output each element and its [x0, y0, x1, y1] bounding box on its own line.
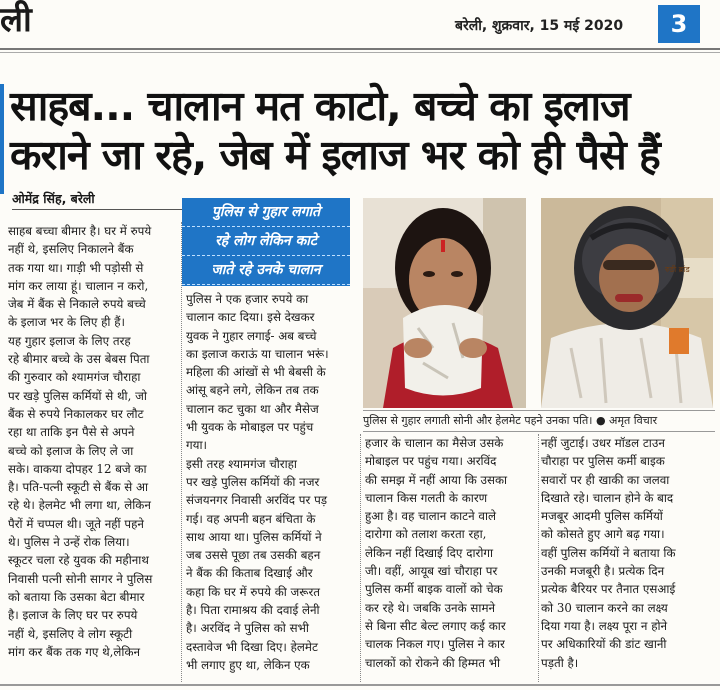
pull-quote-box — [182, 198, 350, 286]
article-line: दिया गया है। लक्ष्य पूरा न होने — [541, 618, 668, 633]
article-line: रहे थे। हेलमेट भी लगा था, लेकिन — [8, 498, 151, 513]
header-rule-thin — [0, 52, 720, 53]
helmet-sticker-text: रुडी ब्रांड — [665, 265, 690, 274]
article-line: चालान काट दिया। इसे देखकर — [186, 310, 315, 325]
article-line: ने बैंक की किताब दिखाई और — [186, 566, 313, 581]
article-line: युवक ने गुहार लगाई- अब बच्चे — [186, 328, 317, 343]
article-line: है। पति-पत्नी स्कूटी से बैंक से आ — [8, 480, 149, 495]
article-line: मांग कर बैंक तक गए थे,लेकिन — [8, 644, 141, 659]
article-line: कर रहे थे। जबकि उनके सामने — [365, 600, 496, 615]
photo-woman — [363, 198, 526, 408]
article-line: पर अधिकारियों की डांट खानी — [541, 637, 667, 652]
dateline: बरेली, शुक्रवार, 15 मई 2020 — [455, 18, 624, 34]
article-line: कहा कि घर में रुपये की जरूरत — [186, 584, 321, 599]
article-line: पर खड़े पुलिस कर्मियों की नजर — [186, 474, 320, 489]
pull-quote-line: रहे लोग लेकिन काटे — [182, 227, 350, 256]
article-line: पुलिस ने एक हजार रुपये का — [186, 292, 309, 306]
article-line: नहीं जुटाई। उधर मॉडल टाउन — [541, 436, 665, 450]
article-line: वहीं पुलिस कर्मियों ने बताया कि — [541, 545, 676, 560]
article-line: चौराहा पर पुलिस कर्मी बाइक — [541, 454, 665, 469]
article-line: मोबाइल पर पहुंच गया। अरविंद — [365, 454, 497, 469]
article-line: गया। — [186, 438, 208, 453]
photo-woman-image — [363, 198, 526, 408]
article-line: नहीं थे, इसलिए वे लोग स्कूटी — [8, 626, 133, 641]
article-line: पड़ती है। — [541, 655, 579, 670]
article-line: जेब में बैंक से निकाले रुपये बच्चे — [8, 297, 146, 312]
bottom-rule — [0, 684, 720, 686]
article-line: निवासी पत्नी सोनी सागर ने पुलिस — [8, 571, 153, 586]
photo-man-helmet — [541, 198, 713, 408]
article-line: आंसू बहने लगे, लेकिन तब तक — [186, 383, 319, 398]
column-divider — [538, 434, 539, 682]
article-line: जी। वहीं, आयूब खां चौराहा पर — [365, 564, 498, 579]
article-line: बच्चे को इलाज के लिए ले जा — [8, 443, 134, 458]
byline-rule — [12, 209, 192, 210]
article-line: पुलिस कर्मी बाइक वालों को चेक — [365, 582, 503, 597]
article-line: चालकों को रोकने की हिम्मत भी — [365, 655, 501, 670]
column-divider — [360, 434, 361, 682]
article-line: है। इलाज के लिए घर पर रुपये — [8, 608, 138, 623]
article-line: रहा था ताकि इन पैसे से अपने — [8, 425, 135, 440]
pull-quote-line: पुलिस से गुहार लगाते — [182, 198, 350, 227]
article-line: साहब बच्चा बीमार है। घर में रुपये — [8, 224, 152, 238]
article-line: भी युवक के मोबाइल पर पहुंच — [186, 420, 314, 435]
article-line: मांग कर लाया हूं। चालान न करो, — [8, 278, 149, 293]
headline-line-1: साहब... चालान मत काटो, बच्चे का इलाज — [10, 82, 630, 130]
article-line: साथ आया था। पुलिस कर्मियों ने — [186, 529, 322, 544]
article-line: सवारों पर ही खाकी का जलवा — [541, 472, 670, 487]
headline — [10, 82, 715, 180]
article-line: पर खड़े पुलिस कर्मियों से थी, जो — [8, 388, 147, 403]
column-divider — [181, 222, 182, 682]
article-line: उनकी मजबूरी है। प्रत्येक दिन — [541, 564, 665, 579]
photo-man-helmet-image — [541, 198, 713, 408]
article-line: गई। वह अपनी बहन बंचिता के — [186, 511, 316, 526]
article-line: रहे बीमार बच्चे के उस बेबस पिता — [8, 352, 150, 367]
article-line: इसी तरह श्यामगंज चौराहा — [186, 456, 297, 471]
article-line: की समझ में नहीं आया कि उसका — [365, 472, 508, 487]
page-number-badge: 3 — [658, 5, 700, 43]
article-line: बैंक से रुपये निकालकर घर लौट — [8, 406, 144, 421]
article-line: संजयनगर निवासी अरविंद पर पड़ — [186, 493, 328, 508]
article-line: मजबूर आदमी पुलिस कर्मियों — [541, 509, 663, 524]
article-line: चालक निकल गए। पुलिस ने कार — [365, 637, 505, 652]
article-line: हुआ है। वह चालान काटने वाले — [365, 509, 496, 524]
article-line: जब उससे पूछा तब उसकी बहन — [186, 548, 321, 563]
article-line: चालान किस गलती के कारण — [365, 490, 488, 505]
pull-quote-line: जाते रहे उनके चालान — [182, 256, 350, 285]
article-line: थे। पुलिस ने उन्हें रोक लिया। — [8, 535, 130, 550]
article-line: का इलाज कराऊं या चालान भरूं। — [186, 346, 329, 361]
header-rule — [0, 48, 720, 50]
article-line: को 30 चालान करने का लक्ष्य — [541, 600, 668, 615]
photo-caption: पुलिस से गुहार लगाती सोनी और हेलमेट पहने उनका पति। ● अमृत विचार — [363, 410, 715, 432]
article-line: हजार के चालान का मैसेज उसके — [365, 436, 504, 450]
article-line: है। अरविंद ने पुलिस को सभी — [186, 621, 309, 636]
article-line: को कोसते हुए आगे बढ़ गया। — [541, 527, 665, 542]
article-line: के इलाज भर के लिए ही हैं। — [8, 315, 125, 330]
byline: ओमेंद्र सिंह, बरेली — [12, 191, 95, 206]
article-column-4 — [541, 434, 713, 672]
article-line: चालान कट चुका था और मैसेज — [186, 401, 319, 416]
article-line: भी लगाए हुए था, लेकिन एक — [186, 657, 310, 672]
masthead: ली — [0, 0, 31, 40]
article-line: से बिना सीट बेल्ट लगाए कई कार — [365, 618, 506, 633]
article-column-1 — [8, 222, 178, 661]
article-column-2 — [186, 290, 358, 674]
article-line: नहीं थे, इसलिए निकालने बैंक — [8, 242, 134, 257]
headline-line-2: कराने जा रहे, जेब में इलाज भर को ही पैसे हैं — [10, 131, 660, 179]
article-line: स्कूटर चला रहे युवक की महीनाथ — [8, 553, 149, 568]
article-line: पैरों में चप्पल थी। जूते नहीं पहने — [8, 516, 144, 531]
article-line: सके। वाकया दोपहर 12 बजे का — [8, 461, 147, 476]
article-line: की गुरुवार को श्यामगंज चौराहा — [8, 370, 141, 385]
article-line: महिला की आंखों से भी बेबसी के — [186, 365, 326, 380]
article-line: है। पिता रामाश्रय की दवाई लेनी — [186, 603, 320, 618]
headline-accent-bar — [0, 84, 4, 194]
article-line: दारोगा को तलाश करता रहा, — [365, 527, 487, 542]
article-line: को बताया कि उसका बेटा बीमार — [8, 589, 145, 604]
article-line: यह गुहार इलाज के लिए तरह — [8, 333, 131, 348]
article-line: लेकिन नहीं दिखाई दिए दारोगा — [365, 545, 494, 560]
article-line: तक गया था। गाड़ी भी पड़ोसी से — [8, 260, 144, 275]
article-column-3 — [365, 434, 536, 672]
article-line: दस्तावेज भी दिखा दिए। हेलमेट — [186, 639, 318, 654]
article-line: प्रत्येक बैरियर पर तैनात एसआई — [541, 582, 676, 597]
article-line: दिखाते रहे। चालान होने के बाद — [541, 490, 674, 505]
